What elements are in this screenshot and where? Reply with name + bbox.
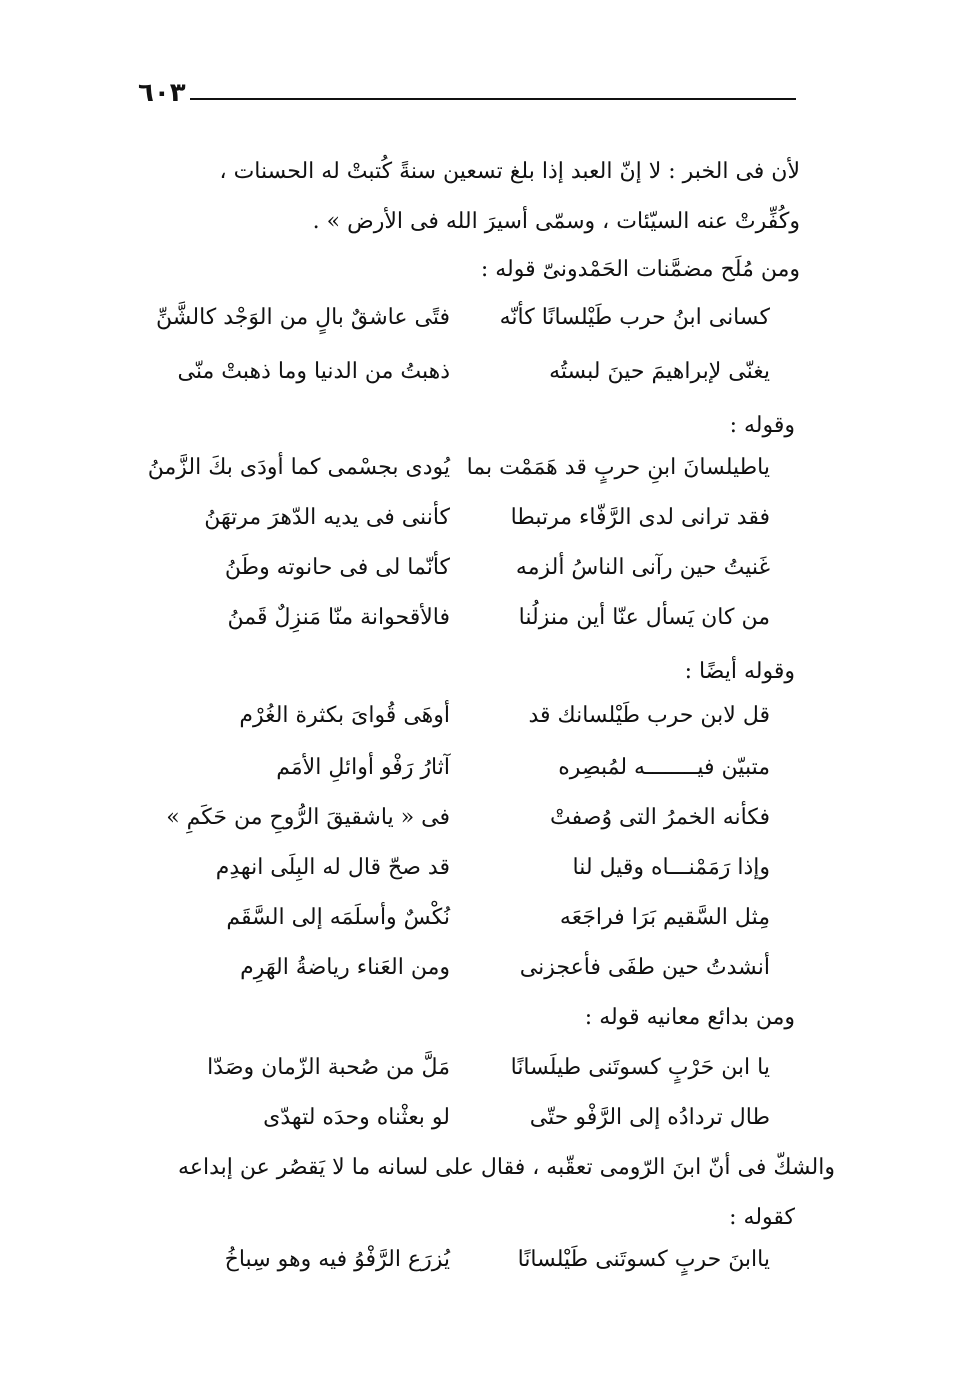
verse (150, 1238, 770, 1282)
verse (150, 746, 770, 790)
hemistich-second: ومن العَناء رياضةُ الهَرِم (240, 955, 450, 980)
hemistich-second: فى « ياشقيقَ الرُّوحِ من حَكَمِ » (166, 805, 450, 830)
intro-line-2: وكُفِّرتْ عنه السيّئات ، وسمّى أسيرَ الله فى الأرض » . (312, 209, 800, 234)
section-heading: كقوله : (729, 1205, 795, 1230)
verse (150, 694, 770, 738)
hemistich-first: ياابنَ حربٍ كسوتَنى طَيْلسانًا (517, 1247, 770, 1272)
hemistich-first: غَنيتُ حين رآنى الناسُ ألزمه (515, 555, 770, 580)
hemistich-first: فقد ترانى لدى الرَّفّاء مرتبطا (510, 505, 770, 530)
verse (150, 546, 770, 590)
section-heading: وقوله أيضًا : (684, 659, 795, 684)
hemistich-second: ذهبتُ من الدنيا وما ذهبتْ منّى (177, 359, 450, 384)
hemistich-second: قد صحّ قال له البِلَى انهدِم (215, 855, 450, 880)
section-heading: وقوله : (729, 413, 795, 438)
hemistich-first: من كان يَسأل عنّا أين منزلُنا (518, 605, 770, 630)
verse (150, 846, 770, 890)
hemistich-second: فالأقحوانة منّا مَنزِلٌ قَمنُ (227, 605, 450, 630)
hemistich-first: وإذا رَمَمْنـــاه وقيل لنا (572, 855, 770, 880)
hemistich-first: قل لابن حرب طَيْلسانك قد (528, 703, 770, 728)
hemistich-second: كأنّما لى فى حانوته وطَنُ (224, 555, 450, 580)
verse (150, 350, 770, 394)
intro-line-1: لأن فى الخبر : لا إنّ العبد إذا بلغ تسعين سنةً كُتبتْ له الحسنات ، (219, 159, 800, 184)
verse (150, 1046, 770, 1090)
hemistich-first: كسانى ابنُ حرب طَيْلسانًا كأنّه (499, 305, 770, 330)
hemistich-first: يغنّى لإبراهيمَ حينَ لبستُه (549, 359, 770, 384)
page-number: ٦٠٣ (138, 78, 186, 108)
verse (147, 446, 770, 490)
hemistich-second: فتًى عاشقٌ بالٍ من الوَجْد كالشَّنِّ (156, 305, 450, 330)
intro-line-3: ومن مُلَح مضمَّنات الحَمْدونىّ قوله : (480, 257, 800, 282)
hemistich-second: آثارُ رَفْو أوائلِ الأمَم (276, 755, 450, 780)
verse (150, 596, 770, 640)
hemistich-second: يُودى بجسْمى كما أودَى بكَ الزَّمنُ (147, 455, 450, 480)
hemistich-first: ياطيلسانَ ابنِ حربٍ قد هَمَمْت بما (466, 455, 770, 480)
verse (150, 946, 770, 990)
hemistich-second: نُكْسٌ وأسلَمَه إلى السَّقَم (226, 905, 450, 930)
hemistich-second: يُزرَع الرَّفْوُ فيه وهو سِباخُ (224, 1247, 450, 1272)
header-rule (190, 98, 796, 100)
hemistich-first: مِثل السَّقيم بَرَا فراجَعَه (559, 905, 770, 930)
prose-line: والشكّ فى أنّ ابنَ الرّومى تعقّبه ، فقال على لسانه ما لا يَقصُر عن إبداعه (178, 1155, 835, 1180)
verse (150, 496, 770, 540)
verse (150, 296, 770, 340)
hemistich-first: متبيّن فيــــــــه لمُبصِره (558, 755, 770, 780)
hemistich-first: يا ابن حَرْبٍ كسوتَنى طيلَسانًا (510, 1055, 770, 1080)
hemistich-second: مَلَّ من صُحبة الزّمان وصَدّا (207, 1055, 450, 1080)
verse (150, 1096, 770, 1140)
hemistich-first: أنشدتُ حين طفَى فأعجزنى (519, 955, 770, 980)
hemistich-second: كأننى فى يديه الدّهرَ مرتهَنُ (204, 505, 450, 530)
page-header (130, 78, 796, 108)
hemistich-first: فكأنه الخمرُ التى وُصفتْ (550, 805, 770, 830)
section-heading: ومن بدائع معانيه قوله : (584, 1005, 795, 1030)
verse (150, 796, 770, 840)
hemistich-second: أوهَى قُواىَ بكثرة الغُرْم (239, 703, 450, 728)
hemistich-second: لو بعثْناه وحدَه لتهدّى (263, 1105, 450, 1130)
verse (150, 896, 770, 940)
hemistich-first: طال تردادُه إلى الرَّفْو حتّى (529, 1105, 770, 1130)
